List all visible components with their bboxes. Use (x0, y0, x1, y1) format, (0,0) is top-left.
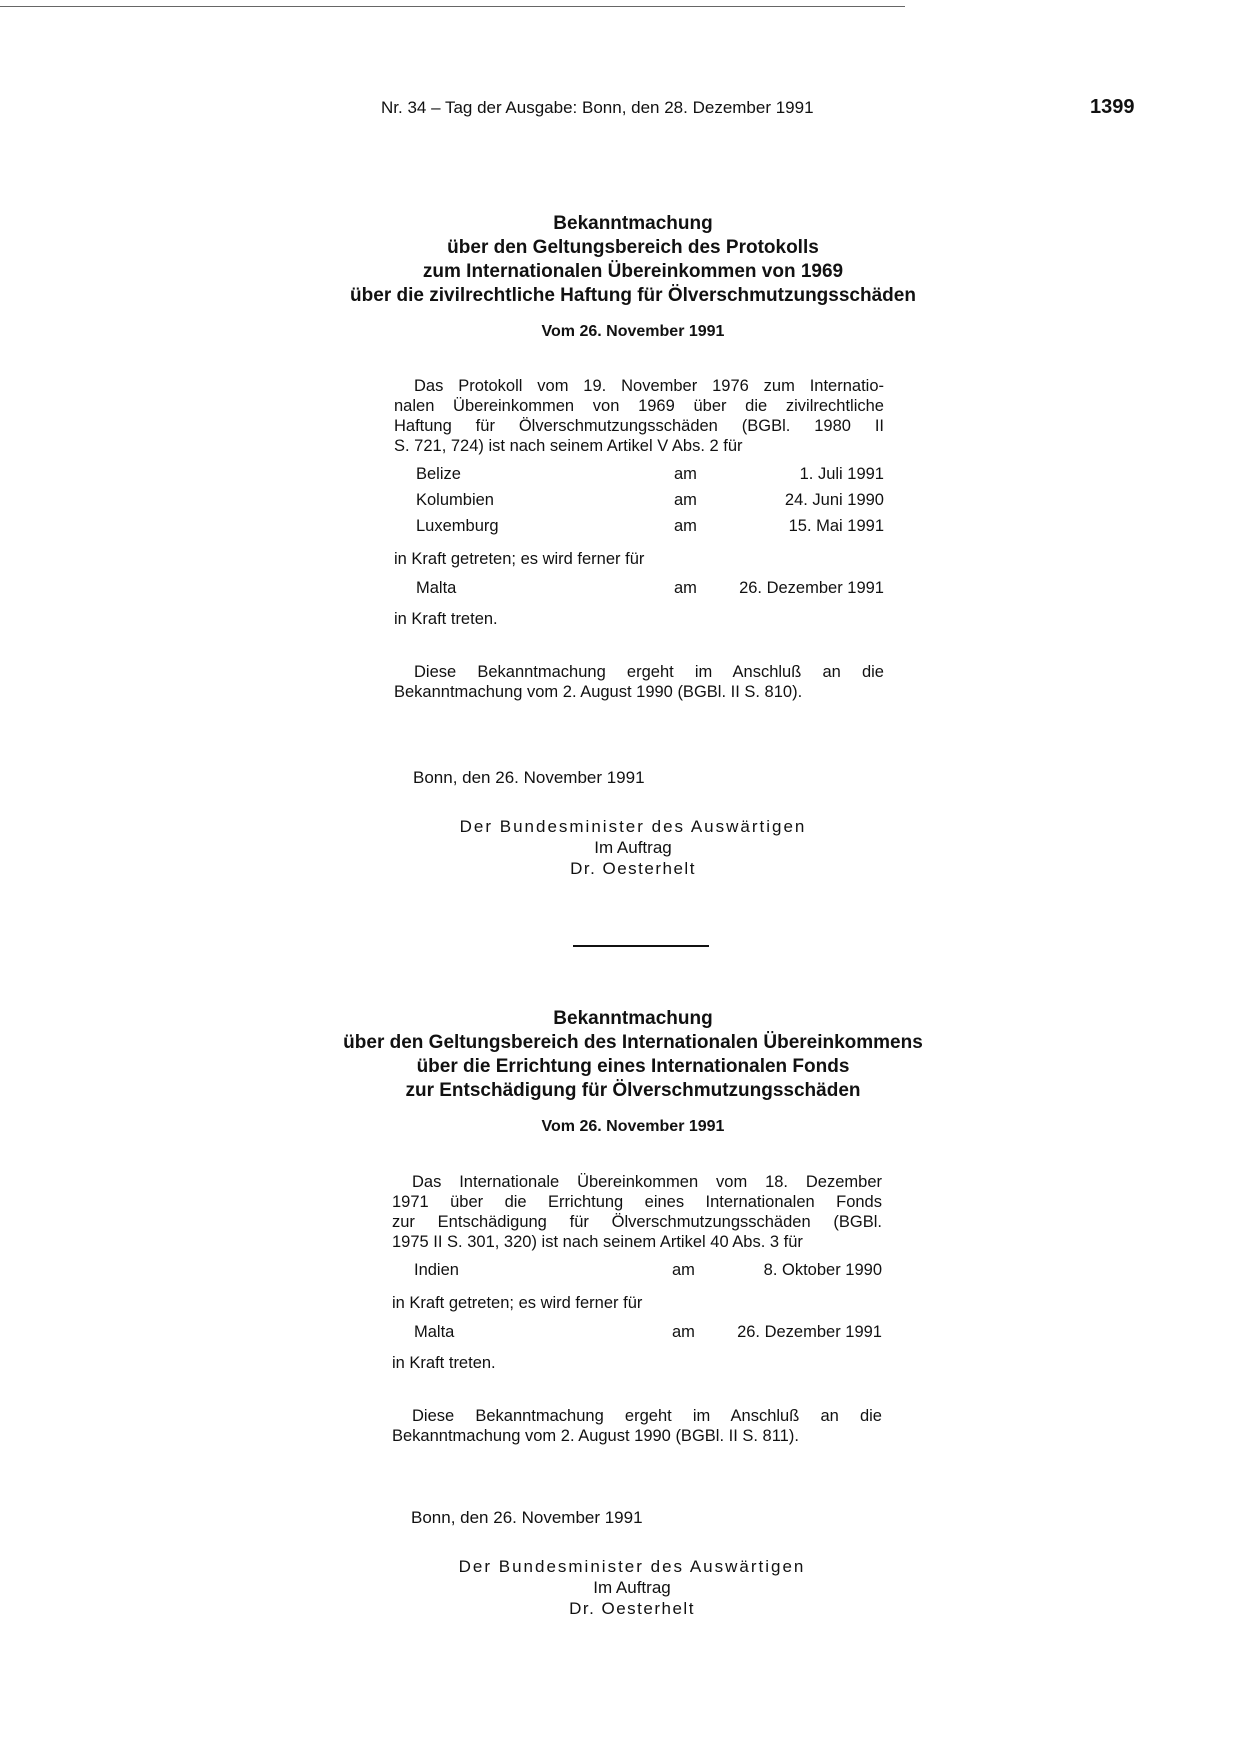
entry-row (394, 516, 884, 542)
notice-1-body (394, 376, 884, 702)
notice-title-line: Bekanntmachung (553, 213, 713, 234)
entry-date: 1. Juli 1991 (799, 465, 884, 483)
entry-am: am (672, 1261, 695, 1279)
closing-paragraph (394, 662, 884, 702)
signature-name: Dr. Oesterhelt (569, 1599, 695, 1618)
entry-am: am (674, 579, 697, 597)
notice-date: Vom 26. November 1991 (541, 1118, 725, 1135)
intro-line: nalen Übereinkommen von 1969 über die zivilrechtliche (394, 397, 884, 415)
place-date: Bonn, den 26. November 1991 (413, 768, 645, 787)
entry-country: Indien (414, 1261, 459, 1279)
in-kraft-getreten: in Kraft getreten; es wird ferner für (392, 1294, 643, 1312)
closing-line: Bekanntmachung vom 2. August 1990 (BGBl. II S. 811). (392, 1427, 799, 1445)
closing-line: Diese Bekanntmachung ergeht im Anschluß an die (412, 1407, 882, 1425)
entry-date: 15. Mai 1991 (788, 517, 884, 535)
entry-row (392, 1260, 882, 1286)
notice-title-line: über den Geltungsbereich des Internationalen Übereinkommens (343, 1032, 923, 1053)
intro-line: 1971 über die Errichtung eines Internationalen Fonds (392, 1193, 882, 1211)
closing-line: Bekanntmachung vom 2. August 1990 (BGBl. II S. 810). (394, 683, 803, 701)
notice-title-line: Bekanntmachung (553, 1008, 713, 1029)
top-rule (0, 6, 905, 7)
entry-country: Kolumbien (416, 491, 494, 509)
future-entry-row (392, 1322, 882, 1348)
entry-am: am (674, 465, 697, 483)
intro-line: S. 721, 724) ist nach seinem Artikel V Abs. 2 für (394, 437, 743, 455)
entry-am: am (674, 491, 697, 509)
intro-paragraph (392, 1172, 882, 1252)
place-date: Bonn, den 26. November 1991 (411, 1508, 643, 1527)
notice-title-line: über den Geltungsbereich des Protokolls (447, 237, 819, 258)
issue-line: Nr. 34 – Tag der Ausgabe: Bonn, den 28. Dezember 1991 (381, 98, 814, 117)
notice-date: Vom 26. November 1991 (541, 323, 725, 340)
signature-block (12, 1556, 1240, 1619)
page-number: 1399 (1090, 96, 1135, 118)
notice-title-line: zum Internationalen Übereinkommen von 1969 (422, 261, 844, 282)
intro-line: Das Protokoll vom 19. November 1976 zum Internatio- (414, 377, 884, 395)
in-kraft-getreten: in Kraft getreten; es wird ferner für (394, 550, 645, 568)
intro-line: Haftung für Ölverschmutzungsschäden (BGBl. 1980 II (394, 417, 884, 435)
entry-country: Malta (416, 579, 457, 597)
in-kraft-treten: in Kraft treten. (392, 1354, 496, 1372)
future-entry-row (394, 578, 884, 604)
entry-am: am (674, 517, 697, 535)
entry-country: Malta (414, 1323, 455, 1341)
entry-row (394, 464, 884, 490)
entry-date: 26. Dezember 1991 (737, 1323, 882, 1341)
signature-office: Der Bundesminister des Auswärtigen (458, 1557, 806, 1576)
closing-paragraph (392, 1406, 882, 1446)
page-header (0, 96, 1240, 122)
intro-line: Das Internationale Übereinkommen vom 18. Dezember (412, 1173, 882, 1191)
notice-2-body (392, 1172, 882, 1446)
entry-country: Luxemburg (416, 517, 499, 535)
signature-office: Der Bundesminister des Auswärtigen (459, 817, 807, 836)
signature-by-order: Im Auftrag (594, 838, 672, 857)
entry-date: 8. Oktober 1990 (763, 1261, 882, 1279)
closing-line: Diese Bekanntmachung ergeht im Anschluß an die (414, 663, 884, 681)
entry-row (394, 490, 884, 516)
intro-line: 1975 II S. 301, 320) ist nach seinem Artikel 40 Abs. 3 für (392, 1233, 803, 1251)
entry-date: 24. Juni 1990 (784, 491, 884, 509)
notice-1-heading (0, 212, 1240, 342)
in-kraft-treten: in Kraft treten. (394, 610, 498, 628)
entry-country: Belize (416, 465, 461, 483)
notice-title-line: über die zivilrechtliche Haftung für Ölverschmutzungsschäden (350, 285, 916, 306)
notice-title-line: über die Errichtung eines Internationalen Fonds (416, 1056, 850, 1077)
entry-date: 26. Dezember 1991 (739, 579, 884, 597)
intro-paragraph (394, 376, 884, 456)
notice-title-line: zur Entschädigung für Ölverschmutzungsschäden (405, 1080, 861, 1101)
signature-block (13, 816, 1240, 879)
signature-by-order: Im Auftrag (593, 1578, 671, 1597)
entry-am: am (672, 1323, 695, 1341)
intro-line: zur Entschädigung für Ölverschmutzungsschäden (BGBl. (392, 1213, 882, 1231)
section-divider (573, 945, 709, 947)
signature-name: Dr. Oesterhelt (570, 859, 696, 878)
notice-2-heading (0, 1007, 1240, 1137)
